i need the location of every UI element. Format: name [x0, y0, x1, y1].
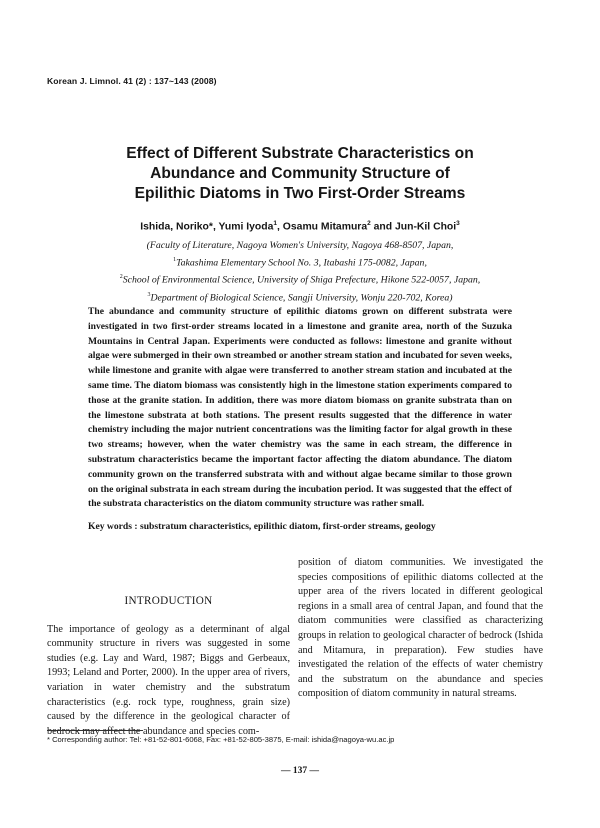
journal-citation: Korean J. Limnol. 41 (2) : 137~143 (2008)	[47, 76, 217, 86]
keywords: Key words : substratum characteristics, epilithic diatom, first-order streams, geology	[88, 521, 436, 532]
title-line-3: Epilithic Diatoms in Two First-Order Streams	[134, 185, 466, 202]
affiliation-line-1: (Faculty of Literature, Nagoya Women's University, Nagoya 468-8507, Japan,	[146, 240, 454, 251]
affiliation-4-mark: 3	[147, 291, 151, 298]
title-line-1: Effect of Different Substrate Characteristics on	[126, 145, 474, 162]
author-2-mark: 2	[367, 220, 371, 227]
author-3: and Jun-Kil Choi	[370, 221, 457, 233]
body-column-left	[47, 592, 290, 739]
introduction-paragraph-left: The importance of geology as a determinant of algal community structure in rivers was suggested in some studies (e.g. Lay and Ward, 1987; Biggs and Gerbeaux, 1993; Leland and Porter, 2000). In the upper area of rivers, variation in water chemistry and the substratum characteristics (e.g. rock type, roughness, grain size) caused by the difference in the geological character of bedrock may affect the abundance and species com-	[47, 623, 290, 737]
page-number: — 137 —	[281, 766, 319, 776]
affiliations	[40, 238, 560, 305]
section-heading-introduction: INTRODUCTION	[124, 595, 213, 607]
corresponding-author-footnote: * Corresponding author: Tel: +81-52-801-6068, Fax: +81-52-805-3875, E-mail: ishida@nagoya-wu.ac.jp	[47, 735, 395, 744]
introduction-paragraph-right: position of diatom communities. We investigated the species compositions of epilithic diatoms collected at the upper area of the rivers located in different geological regions in a small area of central Japan, and found that the diatom communities were classified as characterizing groups in relation to geological character of bedrock (Ishida and Mitamura, in preparation). Few studies have investigated the relation of the effects of water chemistry and the substratum on the abundance and species composition of diatom community in natural streams.	[298, 557, 543, 700]
affiliation-3-mark: 2	[119, 274, 123, 281]
author-1: Ishida, Noriko*, Yumi Iyoda	[140, 221, 274, 233]
author-1-mark: 1	[273, 220, 278, 227]
affiliation-line-3	[40, 270, 560, 287]
affiliation-4-text: Department of Biological Science, Sangji University, Wonju 220-702, Korea)	[150, 291, 453, 303]
affiliation-2-text: Takashima Elementary School No. 3, Itabashi 175-0082, Japan,	[176, 257, 427, 269]
author-list	[40, 220, 560, 232]
affiliation-line-2	[40, 253, 560, 270]
body-column-right	[298, 556, 543, 702]
footnote-divider	[47, 730, 143, 731]
affiliation-2-mark: 1	[173, 257, 177, 263]
title-line-2: Abundance and Community Structure of	[150, 165, 450, 182]
affiliation-line-4	[40, 288, 560, 305]
abstract: The abundance and community structure of epilithic diatoms grown on different substrata were investigated in two first-order streams located in a limestone and granite area, north of the Suzuka Mountains in Central Japan. Experiments were conducted as follows: limestone and granite without algae were submerged in their own streambed or another stream station and incubated for seven weeks, while limestone and granite with algae were transferred to another stream station and incubated at the same time. The diatom biomass was consistently high in the limestone station experiments compared to those at the granite station. In addition, there was more diatom biomass on granite substrata than on the limestone substrata at both stations. The present results suggested that the difference in water chemistry including the major nutrient concentrations was the limiting factor for algal growth in these two streams; however, when the water chemistry was the same in each stream, the difference in substratum characteristics became the important factor affecting the diatom abundance. The diatom community grown on the transferred substrata with and without algae became similar to those grown on the original substrata in each stream during the incubation period. It was suggested that the effect of the substrata characteristics on the diatom community structure was rather small.	[88, 306, 512, 510]
author-2: , Osamu Mitamura	[277, 221, 368, 233]
paper-title	[40, 144, 560, 204]
author-3-mark: 3	[456, 220, 460, 227]
affiliation-3-text: School of Environmental Science, University of Shiga Prefecture, Hikone 522-0057, Japan,	[122, 274, 481, 286]
